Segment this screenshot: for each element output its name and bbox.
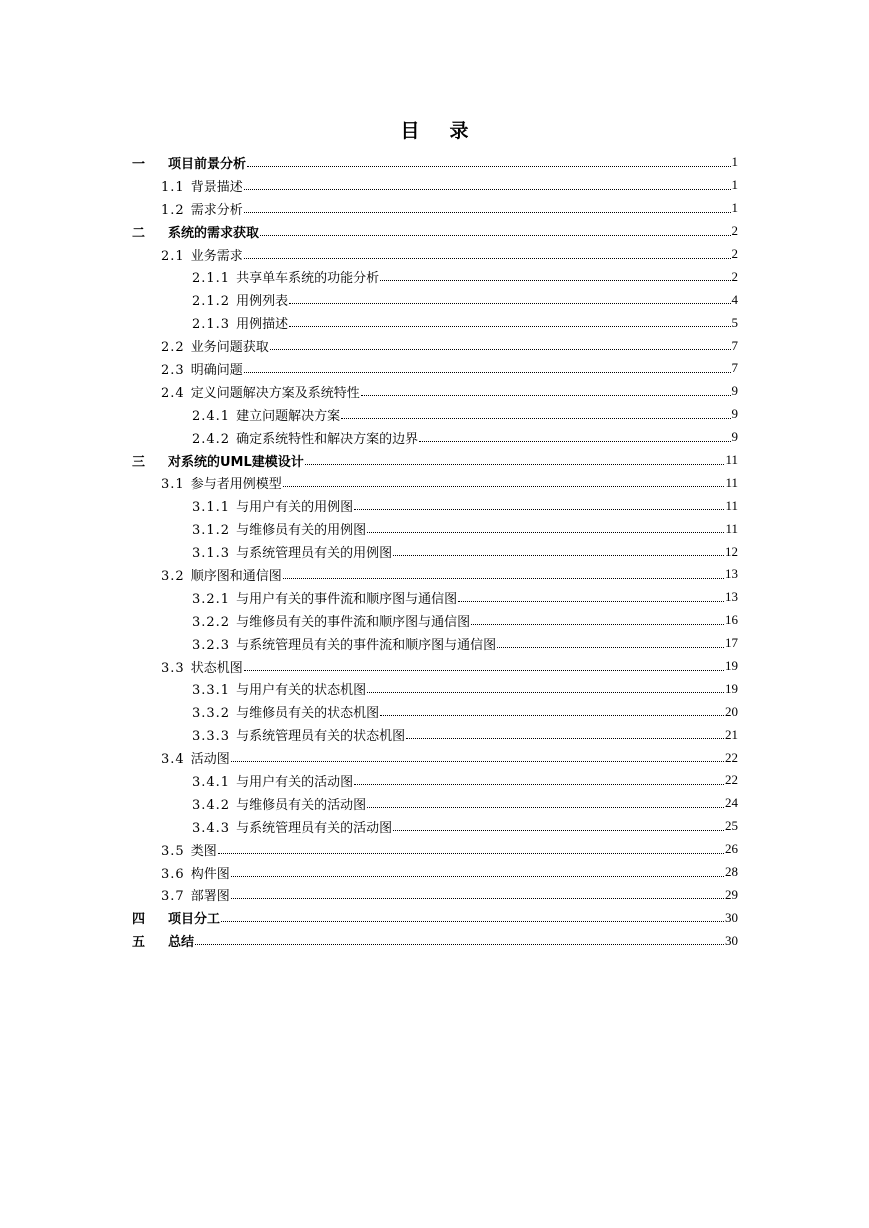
- toc-leader-dots: [393, 555, 724, 556]
- toc-entry-number: 2.1.2: [192, 294, 231, 310]
- toc-leader-dots: [354, 784, 724, 785]
- toc-leader-dots: [354, 509, 724, 510]
- toc-page-number: 2: [731, 246, 738, 261]
- toc-entry-label: [161, 473, 282, 492]
- toc-entry-text: 业务需求: [190, 248, 243, 264]
- toc-entry-text: 明确问题: [190, 362, 243, 378]
- toc-page-number: 9: [731, 383, 738, 399]
- toc-entry-label: [161, 840, 217, 859]
- toc-page-number: 2: [731, 223, 738, 239]
- toc-leader-dots: [283, 486, 725, 487]
- toc-entry-text: 建立问题解决方案: [236, 408, 341, 424]
- toc-entry-text: 活动图: [190, 752, 230, 768]
- toc-entry-text: 与系统管理员有关的活动图: [236, 820, 393, 836]
- toc-leader-dots: [497, 647, 724, 648]
- toc-entry-text: 与系统管理员有关的事件流和顺序图与通信图: [236, 637, 497, 653]
- toc-page-number: 9: [731, 406, 738, 422]
- toc-page-number: 11: [725, 520, 738, 536]
- toc-page-number: 1: [731, 154, 738, 170]
- toc-page-number: 30: [725, 909, 738, 925]
- toc-leader-dots: [419, 441, 730, 442]
- toc-entry[interactable]: [132, 792, 738, 815]
- toc-entry-label: [192, 817, 392, 836]
- toc-entry[interactable]: [132, 815, 738, 838]
- toc-entry[interactable]: [132, 449, 738, 472]
- toc-entry[interactable]: [132, 380, 738, 403]
- toc-page-number: 11: [725, 497, 738, 513]
- toc-entry-label: [192, 313, 288, 332]
- toc-entry-label: [161, 863, 230, 882]
- toc-leader-dots: [367, 692, 724, 693]
- toc-entry-number: 2.2: [161, 340, 185, 356]
- toc-page-number: 13: [725, 566, 738, 582]
- toc-entry-text: 共享单车系统的功能分析: [236, 271, 380, 287]
- toc-entry-label: [161, 245, 243, 264]
- toc-leader-dots: [380, 280, 730, 281]
- toc-entry-text: 系统的需求获取: [168, 225, 260, 241]
- toc-entry-text: 与用户有关的事件流和顺序图与通信图: [236, 591, 458, 607]
- toc-leader-dots: [260, 235, 730, 236]
- toc-entry-number: 3.6: [161, 866, 185, 882]
- toc-entry-text: 与系统管理员有关的状态机图: [236, 729, 406, 745]
- toc-entry[interactable]: [132, 243, 738, 266]
- toc-entry-text: 构件图: [190, 866, 230, 882]
- toc-entry-label: [132, 222, 259, 241]
- toc-entry[interactable]: [132, 357, 738, 380]
- toc-entry-number: 2.4.2: [192, 431, 231, 447]
- toc-entry[interactable]: [132, 586, 738, 609]
- toc-entry-label: [192, 634, 496, 653]
- toc-entry-number: 二: [132, 225, 146, 241]
- toc-entry-label: [132, 153, 246, 172]
- toc-leader-dots: [247, 166, 730, 167]
- toc-page-number: 19: [725, 680, 738, 696]
- toc-entry-number: 2.4.1: [192, 408, 231, 424]
- toc-entry-number: 3.3: [161, 660, 185, 676]
- toc-entry-number: 2.4: [161, 385, 185, 401]
- toc-entry-label: [192, 428, 418, 447]
- toc-page-number: 4: [731, 291, 738, 307]
- toc-entry[interactable]: [132, 746, 738, 769]
- toc-page-number: 7: [731, 337, 738, 353]
- toc-page-number: 24: [725, 795, 738, 811]
- toc-entry-label: [192, 588, 457, 607]
- toc-entry-text: 需求分析: [190, 202, 243, 218]
- toc-entry-text: 用例列表: [236, 294, 289, 310]
- toc-entry-number: 3.4: [161, 752, 185, 768]
- toc-leader-dots: [305, 464, 725, 465]
- toc-leader-dots: [231, 876, 724, 877]
- toc-entry-number: 3.1: [161, 477, 185, 493]
- toc-entry-text: 参与者用例模型: [190, 477, 282, 493]
- toc-entry-label: [192, 519, 366, 538]
- toc-leader-dots: [244, 372, 731, 373]
- toc-entry-number: 2.1.1: [192, 271, 231, 287]
- toc-leader-dots: [289, 303, 730, 304]
- toc-leader-dots: [367, 532, 724, 533]
- toc-leader-dots: [244, 670, 724, 671]
- toc-entry-text: 与维修员有关的事件流和顺序图与通信图: [236, 614, 471, 630]
- toc-entry-label: [192, 405, 340, 424]
- toc-entry-text: 与用户有关的用例图: [236, 500, 354, 516]
- toc-entry-number: 2.3: [161, 362, 185, 378]
- toc-entry-label: [192, 611, 470, 630]
- toc-entry-number: 3.1.1: [192, 500, 231, 516]
- toc-leader-dots: [289, 326, 730, 327]
- toc-entry-number: 三: [132, 454, 146, 470]
- toc-entry-number: 2.1: [161, 248, 185, 264]
- toc-entry-label: [161, 382, 360, 401]
- toc-entry-label: [161, 748, 230, 767]
- toc-entry[interactable]: [132, 288, 738, 311]
- toc-entry-text: 与系统管理员有关的用例图: [236, 546, 393, 562]
- toc-entry[interactable]: [132, 609, 738, 632]
- toc-entry-label: [161, 176, 243, 195]
- toc-entry-text: 部署图: [190, 889, 230, 905]
- toc-page-number: 2: [731, 268, 738, 284]
- toc-leader-dots: [244, 258, 731, 259]
- toc-entry-number: 五: [132, 935, 146, 951]
- toc-page-number: 16: [725, 612, 738, 628]
- toc-entry-text: 确定系统特性和解决方案的边界: [236, 431, 419, 447]
- toc-leader-dots: [361, 395, 731, 396]
- toc-entry-label: [132, 931, 194, 950]
- toc-entry[interactable]: [132, 311, 738, 334]
- toc-entry-number: 3.3.2: [192, 706, 231, 722]
- toc-leader-dots: [270, 349, 731, 350]
- toc-entry-text: 项目前景分析: [168, 156, 247, 172]
- toc-entry-number: 2.1.3: [192, 317, 231, 333]
- toc-page-number: 25: [725, 818, 738, 834]
- toc-page-number: 30: [725, 932, 738, 948]
- toc-leader-dots: [393, 830, 724, 831]
- toc-page-number: 19: [725, 658, 738, 674]
- toc-entry[interactable]: [132, 426, 738, 449]
- toc-entry[interactable]: [132, 151, 738, 174]
- toc-entry-text: 总结: [168, 935, 195, 951]
- toc-entry-label: [192, 267, 379, 286]
- toc-entry-label: [132, 908, 220, 927]
- toc-entry-number: 3.1.2: [192, 523, 231, 539]
- toc-entry-number: 3.5: [161, 843, 185, 859]
- table-of-contents: [132, 151, 738, 952]
- toc-entry[interactable]: [132, 174, 738, 197]
- toc-leader-dots: [231, 761, 724, 762]
- toc-leader-dots: [471, 624, 724, 625]
- toc-entry[interactable]: [132, 403, 738, 426]
- toc-entry-text: 用例描述: [236, 317, 289, 333]
- toc-entry[interactable]: [132, 265, 738, 288]
- toc-entry-label: [192, 542, 392, 561]
- toc-entry[interactable]: [132, 540, 738, 563]
- toc-entry[interactable]: [132, 563, 738, 586]
- toc-page-number: 7: [731, 360, 738, 376]
- toc-entry-label: [161, 657, 243, 676]
- toc-leader-dots: [231, 898, 724, 899]
- toc-entry-text: 与维修员有关的状态机图: [236, 706, 380, 722]
- toc-entry-text: 对系统的UML建模设计: [168, 454, 304, 470]
- toc-entry-label: [192, 702, 379, 721]
- toc-entry-label: [161, 359, 243, 378]
- toc-entry-label: [192, 290, 288, 309]
- toc-entry-label: [161, 565, 282, 584]
- toc-entry-label: [192, 771, 353, 790]
- toc-entry-label: [161, 336, 269, 355]
- toc-entry-text: 类图: [190, 843, 217, 859]
- toc-page-number: 22: [725, 749, 738, 765]
- toc-page-number: 5: [731, 314, 738, 330]
- toc-entry-label: [161, 199, 243, 218]
- toc-entry[interactable]: [132, 220, 738, 243]
- toc-entry[interactable]: [132, 906, 738, 929]
- toc-entry-number: 四: [132, 912, 146, 928]
- toc-leader-dots: [458, 601, 724, 602]
- toc-page-number: 9: [731, 429, 738, 445]
- toc-entry-label: [161, 885, 230, 904]
- toc-entry-label: [192, 794, 366, 813]
- toc-entry-label: [192, 725, 405, 744]
- toc-entry-number: 3.2.2: [192, 614, 231, 630]
- toc-entry-number: 3.4.2: [192, 797, 231, 813]
- toc-entry-text: 与用户有关的状态机图: [236, 683, 367, 699]
- toc-entry-text: 顺序图和通信图: [190, 568, 282, 584]
- toc-page-number: 26: [725, 841, 738, 857]
- toc-entry-text: 与维修员有关的用例图: [236, 523, 367, 539]
- toc-entry-number: 3.1.3: [192, 546, 231, 562]
- toc-title-left: 目: [400, 120, 420, 142]
- toc-leader-dots: [367, 807, 724, 808]
- toc-entry-label: [192, 679, 366, 698]
- toc-entry[interactable]: [132, 884, 738, 907]
- toc-entry-number: 1.1: [161, 179, 185, 195]
- toc-entry[interactable]: [132, 769, 738, 792]
- toc-leader-dots: [380, 715, 724, 716]
- toc-page-number: 11: [725, 474, 738, 490]
- toc-entry-text: 状态机图: [190, 660, 243, 676]
- toc-entry[interactable]: [132, 655, 738, 678]
- toc-title-right: 录: [449, 120, 469, 142]
- toc-entry[interactable]: [132, 471, 738, 494]
- toc-entry-text: 与用户有关的活动图: [236, 774, 354, 790]
- toc-entry-number: 3.3.3: [192, 729, 231, 745]
- toc-page-number: 20: [725, 703, 738, 719]
- toc-entry[interactable]: [132, 197, 738, 220]
- toc-entry[interactable]: [132, 861, 738, 884]
- toc-entry-label: [192, 496, 353, 515]
- toc-entry-text: 与维修员有关的活动图: [236, 797, 367, 813]
- toc-leader-dots: [221, 921, 724, 922]
- toc-entry-number: 3.4.3: [192, 820, 231, 836]
- toc-entry-text: 项目分工: [168, 912, 221, 928]
- toc-page-number: 13: [725, 589, 738, 605]
- toc-leader-dots: [283, 578, 724, 579]
- toc-leader-dots: [406, 738, 724, 739]
- toc-page-number: 1: [731, 177, 738, 193]
- toc-page-number: 22: [725, 772, 738, 788]
- toc-entry-number: 3.2.1: [192, 591, 231, 607]
- toc-entry-number: 3.2.3: [192, 637, 231, 653]
- toc-entry-text: 背景描述: [190, 179, 243, 195]
- toc-entry-number: 1.2: [161, 202, 185, 218]
- toc-page-number: 12: [725, 543, 738, 559]
- toc-entry[interactable]: [132, 632, 738, 655]
- toc-leader-dots: [195, 944, 724, 945]
- toc-leader-dots: [244, 189, 731, 190]
- toc-entry[interactable]: [132, 700, 738, 723]
- toc-entry-number: 3.2: [161, 568, 185, 584]
- toc-page-number: 29: [725, 886, 738, 902]
- toc-entry-text: 业务问题获取: [190, 340, 269, 356]
- toc-entry-number: 3.7: [161, 889, 185, 905]
- toc-entry-number: 3.3.1: [192, 683, 231, 699]
- toc-entry[interactable]: [132, 494, 738, 517]
- toc-page-number: 21: [725, 726, 738, 742]
- toc-entry[interactable]: [132, 723, 738, 746]
- toc-page-number: 11: [725, 452, 738, 468]
- toc-page-number: 1: [731, 200, 738, 216]
- toc-entry[interactable]: [132, 677, 738, 700]
- toc-entry[interactable]: [132, 838, 738, 861]
- toc-entry-text: 定义问题解决方案及系统特性: [190, 385, 360, 401]
- toc-leader-dots: [218, 853, 724, 854]
- toc-entry[interactable]: [132, 334, 738, 357]
- toc-entry[interactable]: [132, 929, 738, 952]
- toc-title: [0, 116, 869, 143]
- toc-entry-number: 一: [132, 156, 146, 172]
- toc-page-number: 28: [725, 864, 738, 880]
- toc-leader-dots: [244, 212, 731, 213]
- toc-page-number: 17: [725, 635, 738, 651]
- toc-leader-dots: [341, 418, 730, 419]
- toc-entry[interactable]: [132, 517, 738, 540]
- toc-entry-label: [132, 451, 304, 470]
- toc-entry-number: 3.4.1: [192, 774, 231, 790]
